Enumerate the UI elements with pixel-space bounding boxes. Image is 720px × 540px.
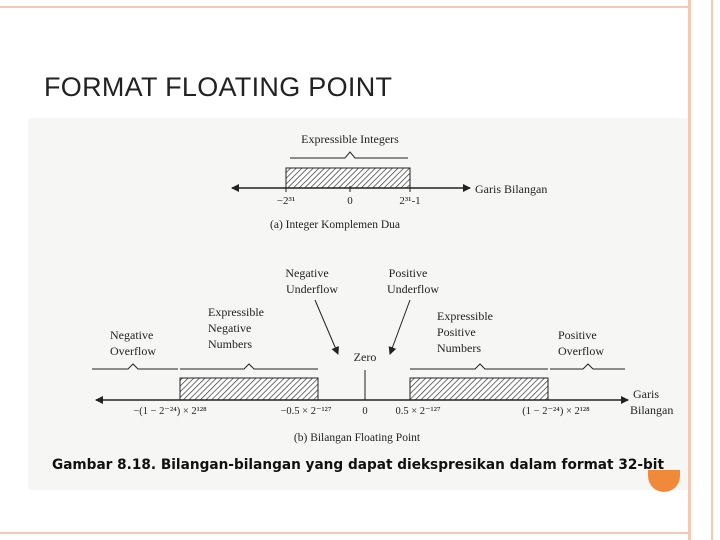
integer-axis-label: Garis Bilangan [475, 182, 548, 196]
tick-zero: 0 [362, 406, 368, 417]
positive-underflow-arrow [390, 300, 410, 354]
tick-positive-min: 0.5 × 2⁻¹²⁷ [395, 406, 441, 417]
expressible-negative-label-2: Negative [208, 321, 252, 335]
expressible-positive-brace [410, 364, 548, 369]
negative-underflow-arrow [315, 300, 338, 354]
tick-negative-max: −(1 − 2⁻²⁴) × 2¹²⁸ [133, 406, 207, 417]
expressible-positive-label-3: Numbers [437, 341, 481, 355]
integer-caption: (a) Integer Komplemen Dua [270, 219, 400, 231]
float-number-line [92, 266, 673, 444]
integer-hatched-range [286, 168, 410, 188]
float-axis-label-1: Garis [633, 387, 659, 401]
integer-number-line [232, 132, 547, 231]
negative-hatched-range [180, 378, 318, 400]
negative-overflow-brace [92, 364, 178, 369]
float-caption: (b) Bilangan Floating Point [293, 432, 421, 444]
positive-overflow-brace [550, 364, 625, 369]
integer-zero-label: 0 [347, 195, 353, 207]
zero-label: Zero [353, 350, 377, 364]
negative-overflow-label-2: Overflow [110, 344, 156, 358]
positive-underflow-label-2: Underflow [387, 282, 439, 296]
float-axis-label-2: Bilangan [630, 403, 674, 417]
negative-underflow-label-2: Underflow [286, 282, 338, 296]
expressible-negative-label-1: Expressible [208, 305, 264, 319]
positive-overflow-label-2: Overflow [558, 344, 604, 358]
integer-max-label: 2³¹-1 [399, 195, 421, 207]
integer-brace [290, 152, 408, 158]
negative-overflow-label-1: Negative [110, 328, 154, 342]
positive-underflow-label-1: Positive [388, 266, 428, 280]
slide-title: FORMAT FLOATING POINT [44, 72, 393, 102]
expressible-positive-label-2: Positive [437, 325, 476, 339]
positive-hatched-range [410, 378, 548, 400]
tick-negative-min: −0.5 × 2⁻¹²⁷ [280, 406, 332, 417]
expressible-negative-label-3: Numbers [208, 337, 252, 351]
negative-underflow-label-1: Negative [285, 266, 329, 280]
expressible-positive-label-1: Expressible [437, 309, 493, 323]
figure-caption: Gambar 8.18. Bilangan-bilangan yang dapat diekspresikan dalam format 32-bit [52, 457, 665, 473]
integer-min-label: −2³¹ [276, 195, 296, 207]
positive-overflow-label-1: Positive [558, 328, 597, 342]
tick-positive-max: (1 − 2⁻²⁴) × 2¹²⁸ [522, 406, 590, 417]
expressible-negative-brace [180, 364, 318, 369]
expressible-integers-label: Expressible Integers [301, 132, 399, 146]
